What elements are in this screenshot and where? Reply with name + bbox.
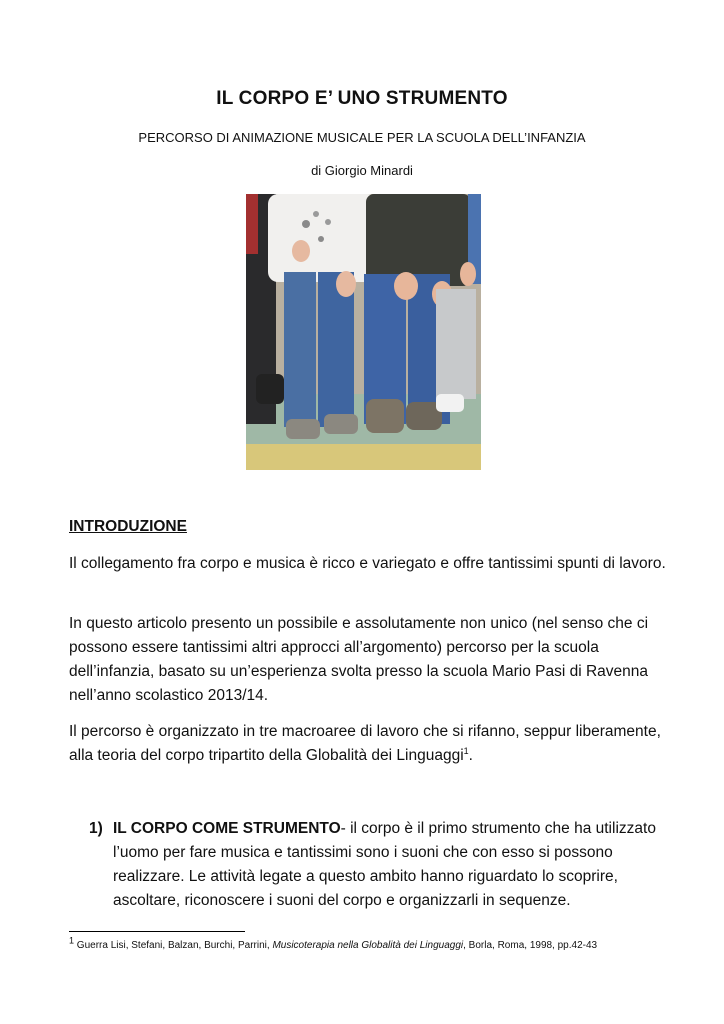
children-legs-photo — [246, 194, 481, 470]
intro-paragraph-3 — [69, 720, 669, 768]
list-item-number: 1) — [89, 820, 103, 837]
list-item-body — [113, 817, 673, 913]
section-heading-introduzione: INTRODUZIONE — [69, 518, 187, 535]
intro-paragraph-2: In questo articolo presento un possibile e assolutamente non unico (nel senso che ci possono essere tantissimi altri approcci all’argomento) percorso per la scuola dell’infanzia, basato su un’esperienza svolta presso la scuola Mario Pasi di Ravenna nell’anno scolastico 2013/14. — [69, 615, 649, 704]
intro-paragraph-1: Il collegamento fra corpo e musica è ricco e variegato e offre tantissimi spunti di lavoro. — [69, 555, 666, 572]
list-item-text: - il corpo è il primo strumento che ha utilizzato l’uomo per fare musica e tantissimi sono i suoni che con esso si possono realizzare. Le attività legate a questo ambito hanno riguardato lo scoprire, ascoltare, riconoscere i suoni del corpo e organizzarli in sequenze. — [113, 820, 656, 909]
intro-paragraph-3-end: . — [468, 747, 473, 764]
footnote-authors: Guerra Lisi, Stefani, Balzan, Burchi, Parrini, — [74, 940, 273, 951]
footnote-book-title: Musicoterapia nella Globalità dei Linguaggi — [272, 940, 464, 951]
footnote-mark: 1 — [69, 935, 75, 946]
list-item-heading: IL CORPO COME STRUMENTO — [113, 820, 341, 837]
document-subtitle: PERCORSO DI ANIMAZIONE MUSICALE PER LA SCUOLA DELL’INFANZIA — [138, 130, 586, 145]
intro-paragraph-3-text: Il percorso è organizzato in tre macroaree di lavoro che si rifanno, seppur liberamente, alla teoria del corpo tripartito della Globalità dei Linguaggi — [69, 723, 661, 764]
footnote-publication: , Borla, Roma, 1998, pp.42-43 — [463, 940, 598, 951]
footnote-separator — [69, 931, 245, 932]
footnote-reference[interactable]: 1 — [463, 745, 469, 756]
footnote — [69, 935, 709, 952]
document-author: di Giorgio Minardi — [311, 163, 413, 178]
document-title: IL CORPO E’ UNO STRUMENTO — [216, 88, 508, 109]
photo-illustration — [246, 194, 481, 470]
